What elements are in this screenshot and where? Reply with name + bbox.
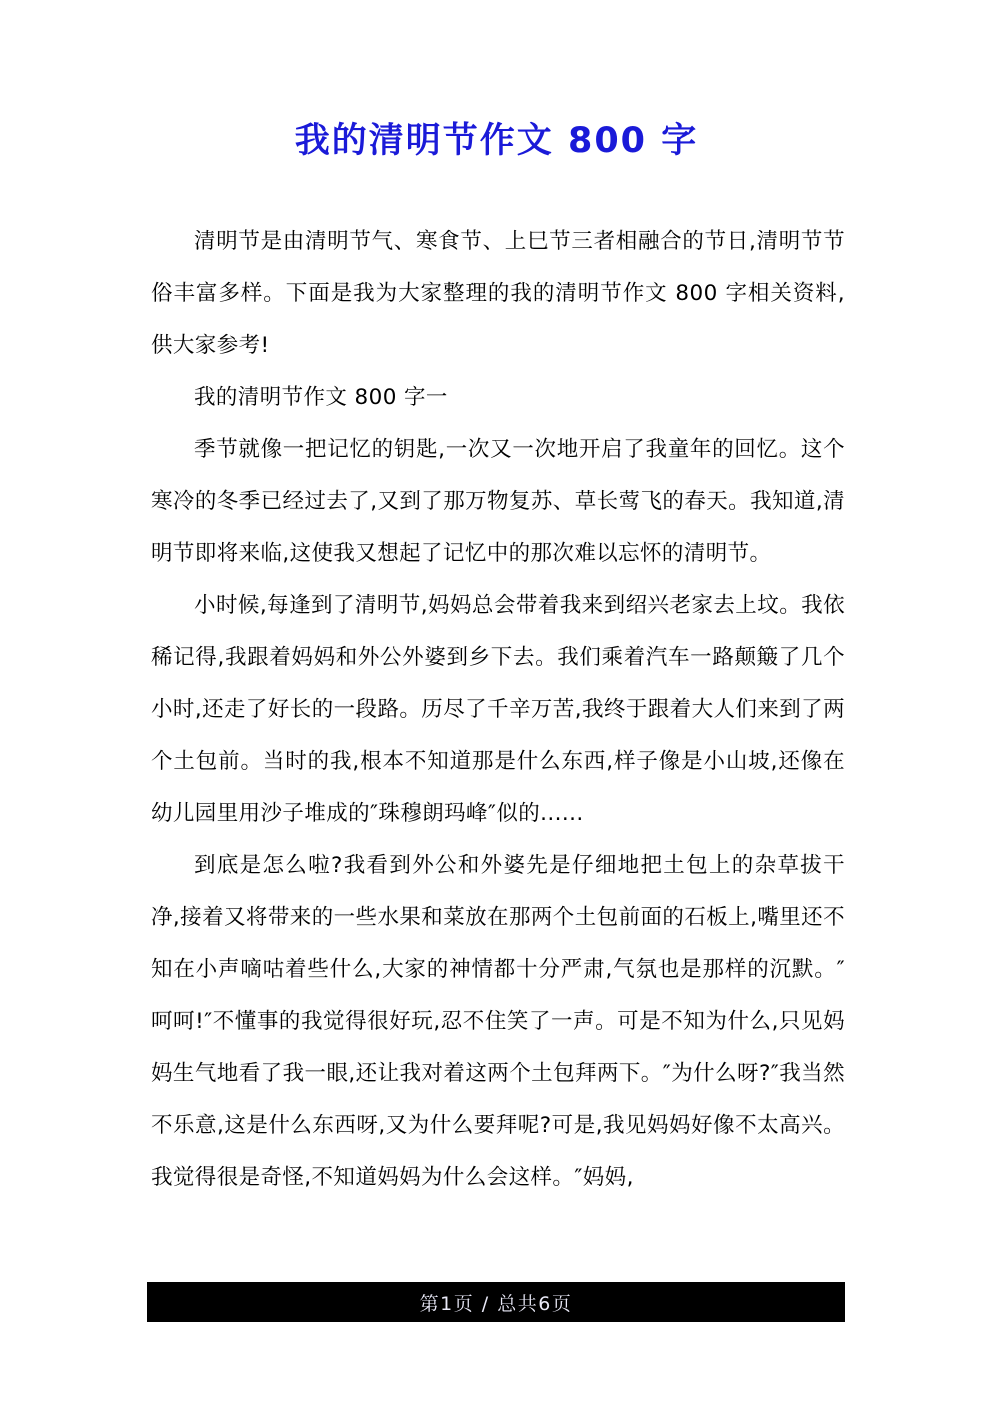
paragraph-subheading: 我的清明节作文 800 字一: [194, 385, 448, 410]
page-number-label: 第1页 / 总共6页: [419, 1292, 573, 1315]
paragraph: 清明节是由清明节气、寒食节、上巳节三者相融合的节日,清明节节俗丰富多样。下面是我为大家整理的我的清明节作文 800 字相关资料,供大家参考!: [151, 229, 845, 358]
paragraph: 到底是怎么啦?我看到外公和外婆先是仔细地把土包上的杂草拔干净,接着又将带来的一些水果和菜放在那两个土包前面的石板上,嘴里还不知在小声嘀咕着些什么,大家的神情都十分严肃,气氛也是那样的沉默。″呵呵!″不懂事的我觉得很好玩,忍不住笑了一声。可是不知为什么,只见妈妈生气地看了我一眼,还让我对着这两个土包拜两下。″为什么呀?″我当然不乐意,这是什么东西呀,又为什么要拜呢?可是,我见妈妈好像不太高兴。我觉得很是奇怪,不知道妈妈为什么会这样。″妈妈,: [151, 853, 845, 1190]
page-footer-bar: [147, 1282, 845, 1322]
document-body: [151, 216, 845, 1204]
paragraph: 季节就像一把记忆的钥匙,一次又一次地开启了我童年的回忆。这个寒冷的冬季已经过去了,又到了那万物复苏、草长莺飞的春天。我知道,清明节即将来临,这使我又想起了记忆中的那次难以忘怀的清明节。: [151, 437, 845, 566]
paragraph: 小时候,每逢到了清明节,妈妈总会带着我来到绍兴老家去上坟。我依稀记得,我跟着妈妈和外公外婆到乡下去。我们乘着汽车一路颠簸了几个小时,还走了好长的一段路。历尽了千辛万苦,我终于跟着大人们来到了两个土包前。当时的我,根本不知道那是什么东西,样子像是小山坡,还像在幼儿园里用沙子堆成的″珠穆朗玛峰″似的......: [151, 593, 845, 826]
page-title: 我的清明节作文 800 字: [294, 121, 699, 161]
